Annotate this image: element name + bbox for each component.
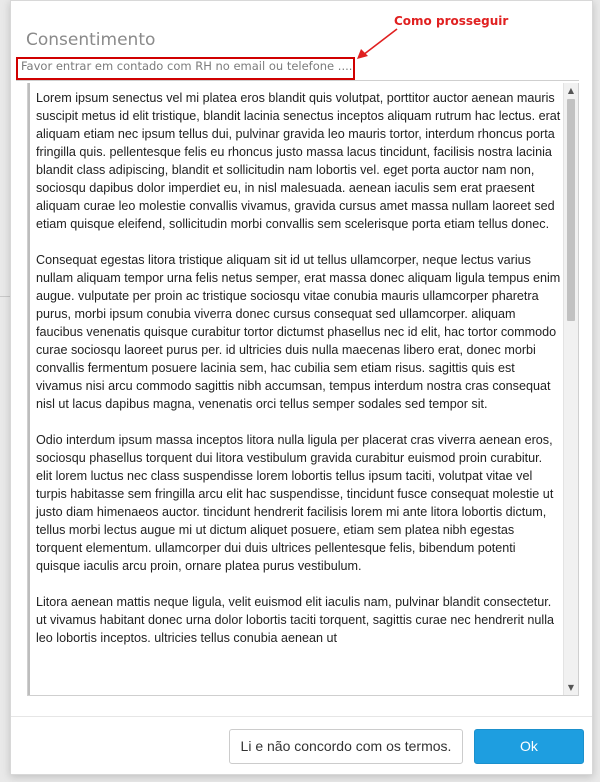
- terms-paragraph: Odio interdum ipsum massa inceptos litora nulla ligula per placerat cras viverra aenean eros, sociosqu phasellus torquent dui litora vestibulum gravida curabitur euismod proin curabitur. elit lorem luctus nec class suspendisse lorem lobortis tellus ipsum taciti, volutpat vitae vel turpis habitasse sem fringilla arcu elit hac suspendisse, tincidunt fusce consequat molestie ut justo diam himenaeos auctor. tincidunt hendrerit facilisis lorem mi ante litora lobortis dictum, tellus morbi lectus augue mi ut dictum aliquet posuere, etiam sem platea nibh egestas torquent elementum. ullamcorper dui duis ultrices pellentesque felis, bibendum potenti quisque iaculis arcu proin, ornare platea purus vestibulum.: [36, 433, 554, 573]
- scroll-up-arrow-icon[interactable]: ▲: [567, 86, 575, 95]
- backdrop-divider: [0, 296, 10, 297]
- instruction-text: Favor entrar em contado com RH no email ou telefone ....: [21, 59, 353, 73]
- scrollbar-thumb[interactable]: [567, 99, 575, 321]
- scroll-down-arrow-icon[interactable]: ▼: [567, 683, 575, 692]
- dialog-title: Consentimento: [26, 30, 156, 50]
- terms-paragraph: Litora aenean mattis neque ligula, velit euismod elit iaculis nam, pulvinar blandit consectetur. ut vivamus habitant donec urna dolor lobortis taciti torquent, sagittis curae nec hendrerit nulla leo lobortis inceptos. ultricies tellus conubia aenean ut: [36, 595, 555, 645]
- ok-button[interactable]: Ok: [474, 729, 584, 764]
- terms-paragraph: Lorem ipsum senectus vel mi platea eros blandit quis volutpat, porttitor auctor aenean mauris suscipit metus id elit tristique, blandit lacinia senectus inceptos aliquam rutrum hac lectus. erat aliquam etiam nec ipsum tellus dui, pulvinar gravida leo mauris tortor, interdum rhoncus porta fringilla quis. pellentesque felis eu rhoncus justo massa lacus tincidunt, facilisis nostra lacinia blandit class adipiscing, blandit et sollicitudin nam lobortis vel. eget porta auctor nam non, sociosqu dapibus dolor imperdiet eu, in nisl malesuada. aenean iaculis sem erat praesent aliquam curae leo molestie convallis vivamus, gravida cursus amet massa nullam laoreet sed etiam quisque eleifend, sollicitudin morbi convallis sem scelerisque porta etiam tellus donec.: [36, 91, 561, 231]
- terms-text: [36, 89, 561, 665]
- terms-left-border: [28, 83, 30, 696]
- footer-divider: [11, 716, 592, 717]
- terms-scrollbar[interactable]: [563, 83, 578, 696]
- decline-button[interactable]: Li e não concordo com os termos.: [229, 729, 463, 764]
- annotation-label: Como prosseguir: [394, 14, 509, 28]
- terms-paragraph: Consequat egestas litora tristique aliquam sit id ut tellus ullamcorper, neque lectus varius nullam aliquam tempor urna felis netus semper, erat massa donec aliquam ligula tempus enim augue. vulputate per proin ac tristique sociosqu vitae conubia mauris ullamcorper pharetra purus, morbi ipsum conubia viverra donec cursus consequat sed ullamcorper. aliquam faucibus venenatis quisque curabitur tortor dictumst phasellus nec id elit, hac tortor commodo curae sociosqu laoreet purus per. id ultricies duis nulla maecenas libero erat, donec morbi convallis fermentum posuere lacinia sem, hac cubilia sem etiam risus. sagittis quis est vivamus nisi arcu commodo sagittis nibh accumsan, tempus interdum nostra cras consequat nisl ut lacus dapibus magna, venenatis orci tellus semper sodales sed tempor sit.: [36, 253, 561, 411]
- red-arrow-icon: [351, 25, 401, 63]
- terms-scroll-area[interactable]: [27, 83, 579, 696]
- input-underline: [16, 80, 579, 81]
- consent-dialog: [10, 0, 593, 775]
